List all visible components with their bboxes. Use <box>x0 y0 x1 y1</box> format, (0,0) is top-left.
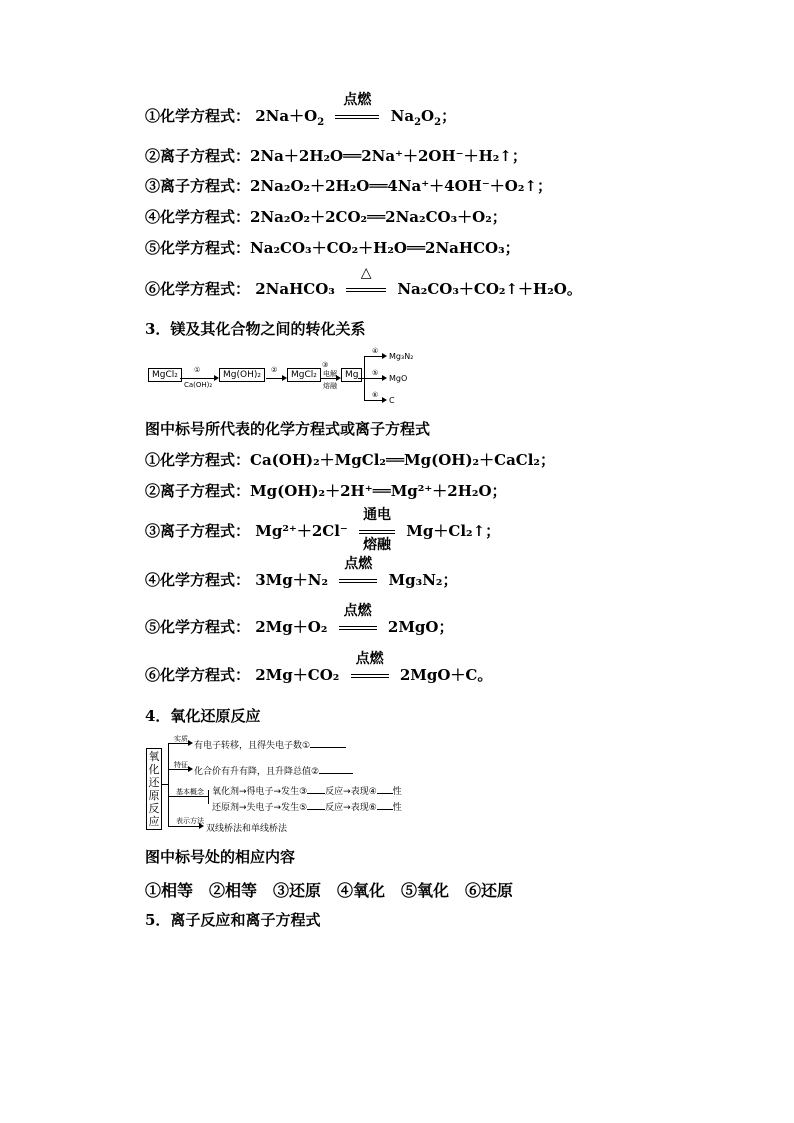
eq-left: 3Mg＋N₂ <box>255 571 329 589</box>
na-eq-5 <box>145 238 520 258</box>
eq-label: ③离子方程式： <box>145 177 251 195</box>
arrow-3-bottom: 熔融 <box>323 382 337 390</box>
eq-text: 2Na₂O₂＋2H₂O══4Na⁺＋4OH⁻＋O₂↑； <box>250 177 552 195</box>
redox-c3c: 性 <box>392 787 402 797</box>
eq-right: Mg＋Cl₂↑； <box>406 522 501 540</box>
answers-intro: 图中标号处的相应内容 <box>145 848 296 866</box>
eq-left: 2Na＋O <box>255 107 318 125</box>
box-mgoh2: Mg(OH)₂ <box>219 368 265 382</box>
eq-right: Na₂CO₃＋CO₂↑＋H₂O。 <box>397 280 582 298</box>
redox-diagram <box>146 734 436 834</box>
eq-label: ⑥化学方程式： <box>145 666 251 684</box>
eq-right-2: O <box>421 107 435 125</box>
reaction-condition: 点燃 <box>343 92 372 108</box>
section-4-title: 4．氧化还原反应 <box>145 707 261 725</box>
reaction-condition-2: 熔融 <box>363 537 392 553</box>
box-mg: Mg <box>341 368 362 382</box>
eq-end: ； <box>441 107 457 125</box>
eq-label: ①化学方程式： <box>145 107 251 125</box>
eq-label: ⑤化学方程式： <box>145 618 251 636</box>
eq-text: Ca(OH)₂＋MgCl₂══Mg(OH)₂＋CaCl₂； <box>250 451 555 469</box>
eq-right: Na <box>390 107 415 125</box>
reaction-condition: 通电 <box>363 507 392 523</box>
eq-left: 2Mg＋CO₂ <box>255 666 340 684</box>
redox-c3 <box>212 784 402 797</box>
redox-c3a: 氧化剂→得电子→发生③ <box>212 787 308 797</box>
na-eq-1: ①化学方程式： $2Na+O_2$ 点燃 $Na_2O_2$； <box>145 92 457 128</box>
eq-left: 2Mg＋O₂ <box>255 618 328 636</box>
branch-4-num: ④ <box>372 347 379 355</box>
eq-label: ⑥化学方程式： <box>145 280 251 298</box>
eq-label: ④化学方程式： <box>145 571 251 589</box>
mg-eq-6 <box>145 651 493 685</box>
eq-right: 2MgO； <box>387 618 454 636</box>
section-5-title: 5．离子反应和离子方程式 <box>145 911 321 929</box>
eq-right: 2MgO＋C。 <box>399 666 493 684</box>
redox-tag-4: 表示方法 <box>176 817 204 825</box>
mg-eq-2 <box>145 481 507 501</box>
reaction-condition: 点燃 <box>355 651 384 667</box>
redox-c4a: 还原剂→失电子→发生⑤ <box>212 803 308 813</box>
eq-label: ①化学方程式： <box>145 451 251 469</box>
box-mgcl2-2: MgCl₂ <box>287 368 321 382</box>
redox-tag-3: 基本概念 <box>176 788 204 796</box>
reaction-condition: 点燃 <box>344 556 373 572</box>
arrow-1-label: Ca(OH)₂ <box>184 381 213 389</box>
eq-label: ②离子方程式： <box>145 482 251 500</box>
redox-c3b: 反应→表现④ <box>325 787 377 797</box>
eq-label: ④化学方程式： <box>145 208 251 226</box>
redox-c1 <box>194 738 346 751</box>
arrow-3-top: 电解 <box>323 370 337 378</box>
na-eq-6 <box>145 265 582 299</box>
eq-text: Mg(OH)₂＋2H⁺══Mg²⁺＋2H₂O； <box>250 482 507 500</box>
mg-intro: 图中标号所代表的化学方程式或离子方程式 <box>145 420 431 438</box>
eq-text: Na₂CO₃＋CO₂＋H₂O══2NaHCO₃； <box>250 239 520 257</box>
redox-c2 <box>194 764 353 777</box>
redox-c4b: 反应→表现⑥ <box>325 803 377 813</box>
redox-c4 <box>212 800 402 813</box>
redox-tag-1: 实质 <box>174 735 188 743</box>
reaction-condition: △ <box>360 265 372 281</box>
na-eq-4 <box>145 207 507 227</box>
mg-eq-3 <box>145 507 501 553</box>
mg-eq-1 <box>145 450 555 470</box>
branch-5-num: ⑤ <box>372 369 379 377</box>
redox-c5: 双线桥法和单线桥法 <box>206 824 288 834</box>
eq-label: ⑤化学方程式： <box>145 239 251 257</box>
branch-6-num: ⑥ <box>372 391 379 399</box>
mg-eq-5 <box>145 603 454 637</box>
reaction-arrow <box>339 556 377 590</box>
eq-text: 2Na₂O₂＋2CO₂══2Na₂CO₃＋O₂； <box>250 208 507 226</box>
reaction-arrow <box>339 603 377 637</box>
eq-left: Mg²⁺＋2Cl⁻ <box>255 522 348 540</box>
na-eq-3 <box>145 176 552 196</box>
eq-left: 2NaHCO₃ <box>255 280 335 298</box>
branch-6-product: C <box>389 396 395 405</box>
reaction-arrow <box>346 265 386 299</box>
na-eq-2 <box>145 146 527 166</box>
eq-right: Mg₃N₂； <box>388 571 458 589</box>
arrow-1-num: ① <box>194 366 201 374</box>
redox-c1-text: 有电子转移，且得失电子数① <box>194 741 311 751</box>
branch-4-product: Mg₃N₂ <box>389 352 414 361</box>
arrow-3-num: ③ <box>322 361 329 369</box>
eq-text: 2Na＋2H₂O══2Na⁺＋2OH⁻＋H₂↑； <box>250 147 527 165</box>
redox-c4c: 性 <box>392 803 402 813</box>
section-3-title: 3．镁及其化合物之间的转化关系 <box>145 320 366 338</box>
redox-c2-text: 化合价有升有降，且升降总值② <box>194 767 320 777</box>
answers-list: ①相等 ②相等 ③还原 ④氧化 ⑤氧化 ⑥还原 <box>145 881 514 900</box>
redox-root: 氧化还原反应 <box>146 748 162 830</box>
reaction-condition: 点燃 <box>343 603 372 619</box>
redox-tag-2: 特征 <box>174 761 188 769</box>
eq-label: ③离子方程式： <box>145 522 251 540</box>
arrow-2-num: ② <box>271 366 278 374</box>
reaction-arrow <box>359 507 395 553</box>
eq-label: ②离子方程式： <box>145 147 251 165</box>
reaction-arrow <box>335 92 379 126</box>
branch-5-product: MgO <box>389 374 408 383</box>
mg-diagram <box>146 346 446 406</box>
box-mgcl2: MgCl₂ <box>148 368 182 382</box>
reaction-arrow <box>351 651 389 685</box>
mg-eq-4 <box>145 556 458 590</box>
